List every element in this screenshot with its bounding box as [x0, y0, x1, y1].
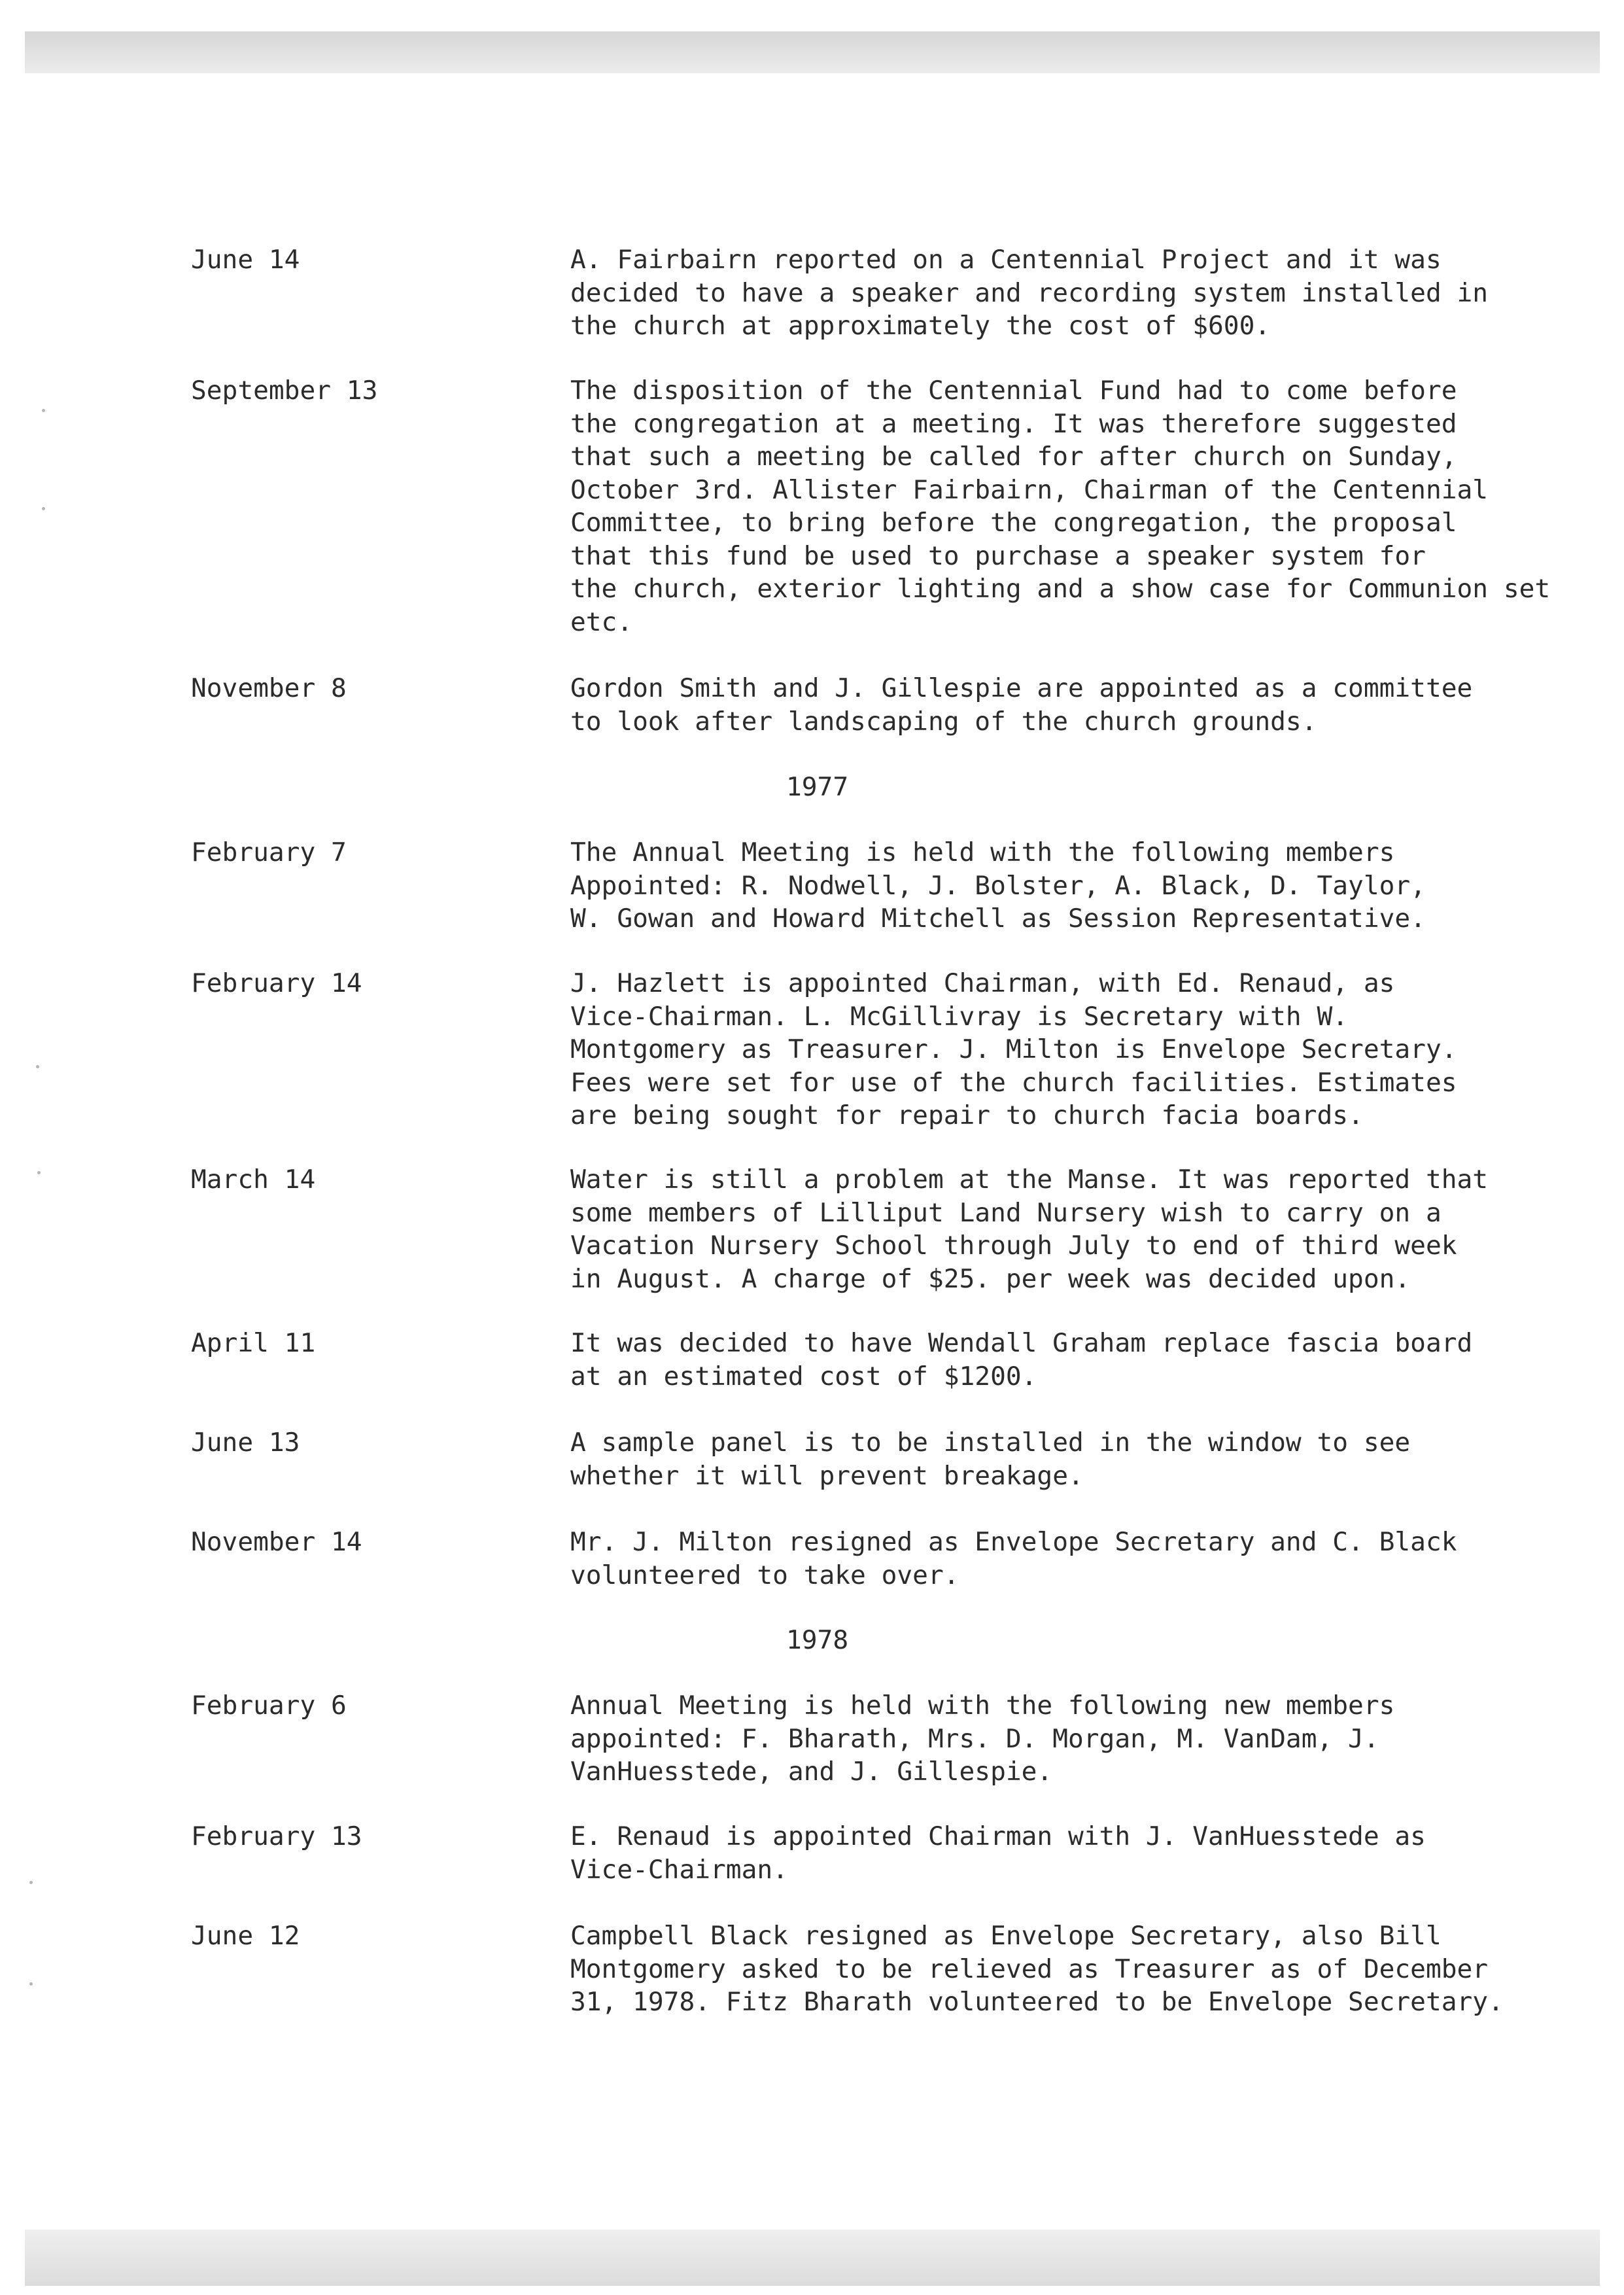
entry-line: volunteered to take over. [570, 1560, 959, 1590]
entry-line: A sample panel is to be installed in the window to see [570, 1428, 1411, 1458]
entry-line: Vacation Nursery School through July to end of third week [570, 1231, 1457, 1261]
entry-text [570, 1689, 1617, 1789]
entry-line: whether it will prevent breakage. [570, 1460, 1084, 1491]
entry-line: the church at approximately the cost of $600. [570, 311, 1271, 341]
entry-line: W. Gowan and Howard Mitchell as Session Representative. [570, 903, 1426, 934]
entry-line: A. Fairbairn reported on a Centennial Project and it was [570, 245, 1442, 275]
entry-line: the church, exterior lighting and a show case for Communion set [570, 574, 1551, 604]
entry-line: J. Hazlett is appointed Chairman, with Ed. Renaud, as [570, 968, 1395, 998]
entry-line: that this fund be used to purchase a speaker system for [570, 540, 1426, 571]
entry-line: Committee, to bring before the congregation, the proposal [570, 508, 1457, 538]
entry-date: April 11 [191, 1328, 316, 1358]
entry-line: The disposition of the Centennial Fund had to come before [570, 376, 1457, 406]
entry-date: June 12 [191, 1921, 300, 1951]
entry-text [570, 1327, 1617, 1393]
entry-line: some members of Lilliput Land Nursery wish to carry on a [570, 1197, 1442, 1228]
entry-text [570, 1919, 1617, 2019]
entry-text [570, 1820, 1617, 1886]
entry-line: at an estimated cost of $1200. [570, 1361, 1037, 1392]
entry-text [570, 836, 1617, 936]
entry-date: November 14 [191, 1527, 362, 1557]
entry-line: Annual Meeting is held with the following new members [570, 1691, 1395, 1721]
entry-line: Vice-Chairman. L. McGillivray is Secretary with W. [570, 1001, 1349, 1032]
year-heading: 1977 [786, 772, 849, 802]
entry-date: June 13 [191, 1428, 300, 1458]
entry-line: Water is still a problem at the Manse. It was reported that [570, 1165, 1489, 1195]
entry-date: February 13 [191, 1821, 362, 1851]
entry-line: are being sought for repair to church facia boards. [570, 1100, 1364, 1130]
entry-line: VanHuesstede, and J. Gillespie. [570, 1757, 1053, 1787]
entry-line: E. Renaud is appointed Chairman with J. VanHuesstede as [570, 1821, 1426, 1851]
entry-line: Fees were set for use of the church facilities. Estimates [570, 1067, 1457, 1098]
entry-line: Campbell Black resigned as Envelope Secretary, also Bill [570, 1921, 1442, 1951]
entry-text [570, 374, 1617, 639]
entry-date: February 14 [191, 968, 362, 998]
entry-text [570, 1526, 1617, 1592]
entry-line: October 3rd. Allister Fairbairn, Chairman of the Centennial [570, 474, 1489, 505]
entry-line: Mr. J. Milton resigned as Envelope Secretary and C. Black [570, 1527, 1457, 1557]
entry-text [570, 243, 1617, 343]
entry-line: that such a meeting be called for after church on Sunday, [570, 442, 1457, 472]
entry-text [570, 967, 1617, 1132]
entry-line: in August. A charge of $25. per week was decided upon. [570, 1263, 1411, 1294]
entry-line: Gordon Smith and J. Gillespie are appointed as a committee [570, 673, 1473, 703]
entry-date: February 7 [191, 837, 347, 867]
entry-line: appointed: F. Bharath, Mrs. D. Morgan, M. VanDam, J. [570, 1723, 1379, 1754]
entry-date: September 13 [191, 376, 378, 406]
entry-date: November 8 [191, 673, 347, 703]
entry-line: decided to have a speaker and recording system installed in [570, 277, 1489, 308]
entry-line: It was decided to have Wendall Graham replace fascia board [570, 1328, 1473, 1358]
entry-line: Montgomery as Treasurer. J. Milton is Envelope Secretary. [570, 1034, 1457, 1064]
entry-text [570, 1163, 1617, 1295]
entry-date: March 14 [191, 1165, 316, 1195]
entry-line: to look after landscaping of the church grounds. [570, 706, 1317, 737]
entry-date: June 14 [191, 245, 300, 275]
entry-line: The Annual Meeting is held with the following members [570, 837, 1395, 867]
entry-text [570, 1426, 1617, 1492]
entry-line: Vice-Chairman. [570, 1854, 788, 1885]
entry-line: Appointed: R. Nodwell, J. Bolster, A. Black, D. Taylor, [570, 870, 1426, 901]
entry-line: etc. [570, 606, 633, 637]
year-heading: 1978 [786, 1625, 849, 1655]
entry-line: 31, 1978. Fitz Bharath volunteered to be Envelope Secretary. [570, 1987, 1504, 2017]
entry-line: the congregation at a meeting. It was therefore suggested [570, 408, 1457, 439]
entry-date: February 6 [191, 1691, 347, 1721]
entry-line: Montgomery asked to be relieved as Treasurer as of December [570, 1953, 1489, 1984]
entry-text [570, 672, 1617, 738]
